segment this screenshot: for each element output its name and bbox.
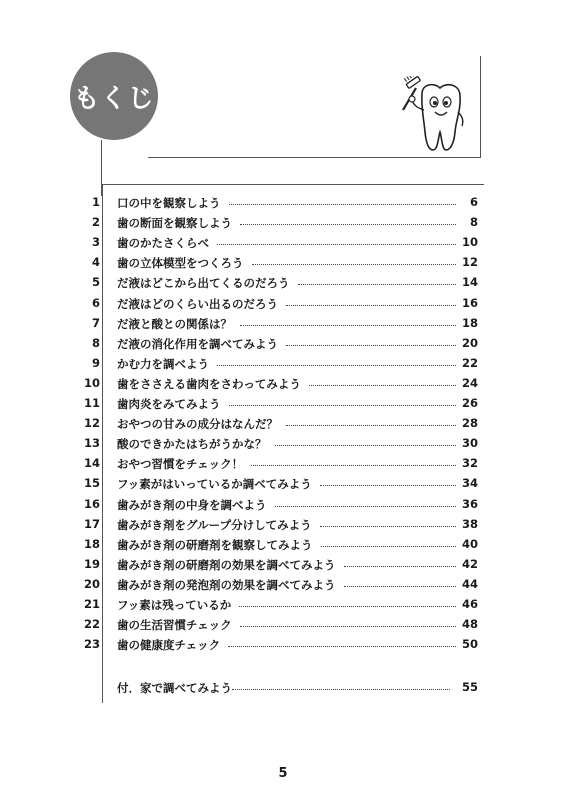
entry-number: 20 [83,576,100,591]
entry-page: 14 [461,275,478,290]
entry-page: 34 [461,476,478,491]
entry-page: 6 [469,195,478,209]
entry-page: 8 [469,215,478,230]
toc-entry[interactable] [0,614,566,634]
toc-entry[interactable] [0,293,566,313]
toc-entry[interactable] [0,333,566,353]
leader-dots [240,325,456,326]
entry-title: 酸のできかたはちがうかな？ [117,437,267,452]
leader-dots [320,485,456,486]
entry-title: だ液と酸との関係は？ [117,316,232,331]
leader-dots [251,465,456,466]
toc-entry[interactable] [0,453,566,473]
entry-title: フッ素は残っているか [117,598,232,612]
entry-number: 5 [91,275,100,290]
leader-dots [344,586,456,587]
entry-number: 14 [83,456,100,471]
entry-title: だ液の消化作用を調べてみよう [117,336,278,351]
entry-title: 歯みがき剤の研磨剤を観察してみよう [117,537,313,552]
leader-dots [240,224,456,225]
header-divider-horizontal [148,157,481,158]
entry-title: 歯のかたさくらべ [117,236,209,251]
entry-number: 16 [83,496,100,511]
header-frame-right [480,56,481,157]
entry-page: 22 [461,355,478,370]
toc-entry[interactable] [0,594,566,614]
leader-dots [229,405,456,406]
entry-number: 3 [91,235,100,250]
leader-dots [229,204,456,205]
toc-entry[interactable] [0,192,566,212]
entry-title: 歯みがき剤の発泡剤の効果を調べてみよう [117,577,336,592]
leader-dots [286,425,456,426]
appendix-page: 55 [461,680,478,694]
leader-dots [228,646,456,647]
entry-title: 歯の断面を観察しよう [117,216,232,231]
entry-number: 19 [83,556,100,571]
entry-number: 9 [91,355,100,370]
entry-number: 4 [91,255,100,270]
entry-page: 18 [461,315,478,330]
page-number: 5 [278,766,288,781]
toc-entry[interactable] [0,433,566,453]
entry-page: 10 [461,235,478,250]
toc-entry[interactable] [0,252,566,272]
entry-page: 28 [461,416,478,431]
toc-entry[interactable] [0,313,566,333]
leader-dots [286,345,456,346]
entry-page: 36 [461,496,478,511]
entry-number: 11 [83,396,100,410]
entry-number: 18 [83,536,100,551]
entry-page: 12 [461,255,478,270]
entry-page: 46 [461,597,478,611]
entry-number: 1 [91,195,100,209]
entry-number: 15 [83,476,100,491]
toc-entry[interactable] [0,212,566,232]
entry-page: 38 [461,516,478,531]
toc-entry[interactable] [0,494,566,514]
entry-number: 8 [91,335,100,350]
toc-entry[interactable] [0,634,566,654]
entry-page: 40 [461,536,478,551]
toc-entry[interactable] [0,473,566,493]
entry-title: 歯みがき剤の中身を調べよう [117,497,267,512]
entry-page: 30 [461,436,478,451]
entry-title: だ液はどこから出てくるのだろう [117,276,290,291]
toc-entry[interactable] [0,413,566,433]
entry-title: 歯の生活習慣チェック [117,618,232,633]
toc-title: もくじ [73,83,155,114]
leader-dots [217,244,456,245]
entry-page: 20 [461,335,478,350]
entry-page: 32 [461,456,478,471]
entry-title: かむ力を調べよう [117,356,209,371]
tooth-mascot-icon [400,76,472,156]
entry-number: 10 [83,375,100,390]
entry-title: 歯の立体模型をつくろう [117,256,244,271]
entry-number: 6 [91,295,100,310]
entry-title: 歯みがき剤をグループ分けしてみよう [117,517,312,532]
appendix-title: 付．家で調べてみよう [117,681,232,695]
toc-appendix-entry[interactable] [0,677,566,697]
leader-dots [252,264,456,265]
toc-entry[interactable] [0,534,566,554]
leader-dots [321,546,456,547]
entry-page: 50 [461,637,478,652]
leader-dots [320,526,456,527]
entry-number: 22 [83,617,100,632]
leader-dots [240,626,456,627]
leader-dots [344,566,456,567]
entry-title: おやつの甘みの成分はなんだ？ [117,417,278,432]
leader-dots [239,606,456,607]
entry-title: 口の中を観察しよう [117,196,221,210]
entry-number: 23 [83,637,100,652]
toc-title-badge [70,52,158,140]
toc-entry[interactable] [0,554,566,574]
toc-entry[interactable] [0,393,566,413]
entry-page: 44 [461,576,478,591]
entry-title: 歯みがき剤の研磨剤の効果を調べてみよう [117,557,336,572]
leader-dots [286,305,456,306]
toc-entry[interactable] [0,272,566,292]
toc-entry[interactable] [0,373,566,393]
entry-title: 歯肉炎をみてみよう [117,397,221,411]
entry-number: 12 [83,416,100,431]
entry-title: 歯をささえる歯肉をさわってみよう [117,376,301,391]
leader-dots [232,689,450,690]
entry-page: 26 [461,396,478,410]
entry-number: 21 [83,597,100,611]
entry-title: だ液はどのくらい出るのだろう [117,296,278,311]
entry-page: 42 [461,556,478,571]
entry-title: フッ素がはいっているか調べてみよう [117,477,312,492]
entry-number: 13 [83,436,100,451]
leader-dots [275,506,456,507]
toc-entry[interactable] [0,514,566,534]
entry-title: 歯の健康度チェック [117,638,221,653]
leader-dots [309,385,456,386]
entry-page: 24 [461,375,478,390]
entry-number: 17 [83,516,100,531]
leader-dots [298,284,456,285]
toc-entry[interactable] [0,574,566,594]
leader-dots [217,365,456,366]
entry-number: 2 [91,215,100,230]
toc-entry[interactable] [0,353,566,373]
toc-entry[interactable] [0,232,566,252]
entry-page: 16 [461,295,478,310]
entry-title: おやつ習慣をチェック！ [117,457,244,472]
leader-dots [275,445,456,446]
entry-page: 48 [461,617,478,632]
toothbrush-icon [403,76,420,110]
entry-number: 7 [91,315,100,330]
